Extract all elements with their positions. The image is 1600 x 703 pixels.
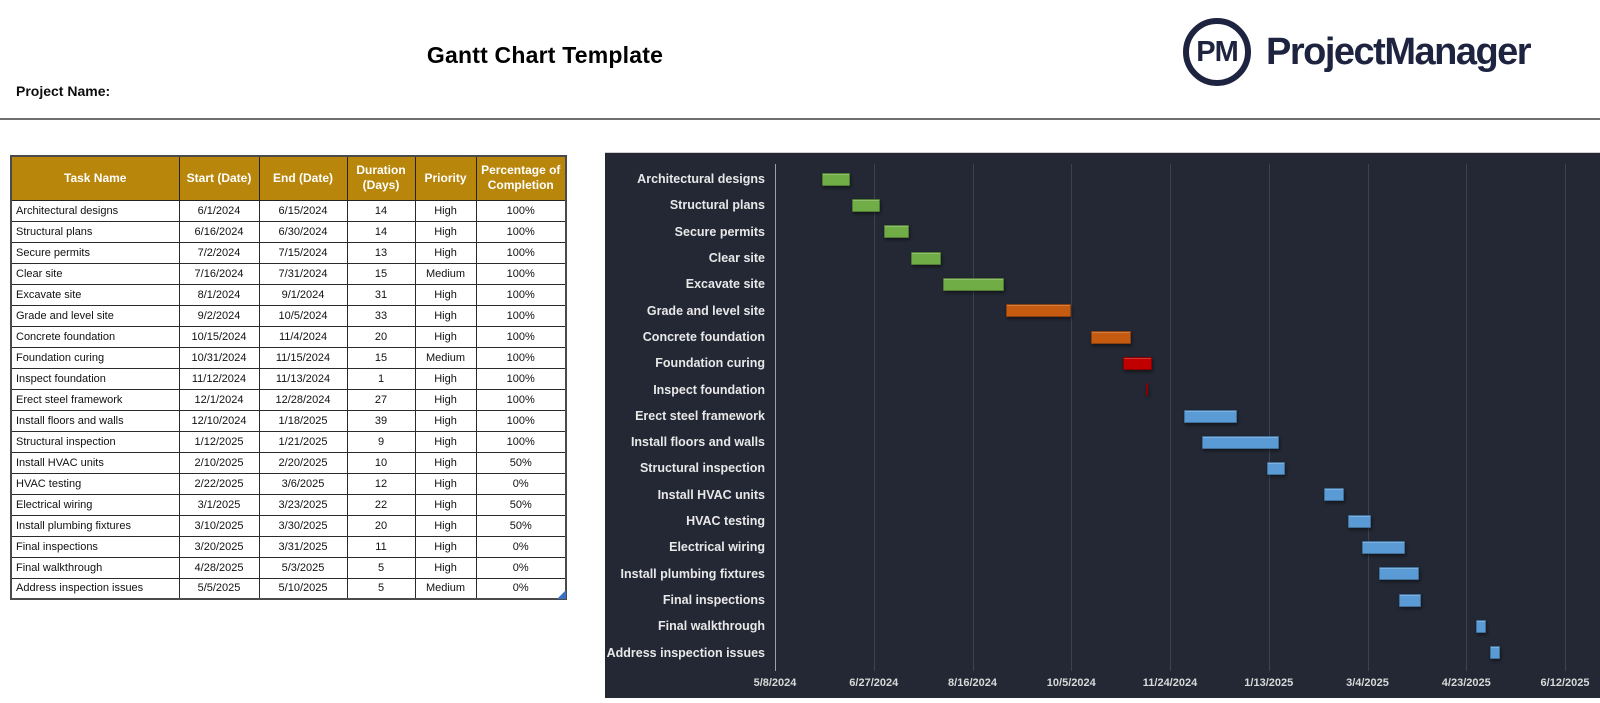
cell-completion[interactable]: 50% bbox=[476, 515, 566, 536]
cell-task[interactable]: Foundation curing bbox=[11, 347, 179, 368]
table-body bbox=[11, 200, 566, 599]
cell-end[interactable]: 11/4/2024 bbox=[259, 326, 347, 347]
cell-task[interactable]: Grade and level site bbox=[11, 305, 179, 326]
column-header-completion[interactable]: Percentage of Completion bbox=[476, 156, 566, 200]
gantt-row-label: Inspect foundation bbox=[653, 382, 765, 397]
cell-priority[interactable]: High bbox=[415, 536, 476, 557]
table-corner-handle[interactable] bbox=[557, 590, 566, 599]
cell-end[interactable]: 11/15/2024 bbox=[259, 347, 347, 368]
table-row bbox=[11, 200, 566, 221]
cell-duration[interactable]: 5 bbox=[347, 557, 415, 578]
date-tick-label: 3/4/2025 bbox=[1346, 677, 1389, 689]
cell-start[interactable]: 12/1/2024 bbox=[179, 389, 259, 410]
header-divider bbox=[0, 118, 1600, 120]
cell-priority[interactable]: High bbox=[415, 368, 476, 389]
gridline bbox=[1170, 164, 1171, 671]
table-row bbox=[11, 557, 566, 578]
cell-task[interactable]: Inspect foundation bbox=[11, 368, 179, 389]
gantt-row-label: HVAC testing bbox=[686, 514, 765, 529]
cell-completion[interactable]: 0% bbox=[476, 473, 566, 494]
table-row bbox=[11, 263, 566, 284]
column-header-priority[interactable]: Priority bbox=[415, 156, 476, 200]
cell-duration[interactable]: 14 bbox=[347, 200, 415, 221]
gridline bbox=[1466, 164, 1467, 671]
cell-start[interactable]: 7/16/2024 bbox=[179, 263, 259, 284]
cell-end[interactable]: 11/13/2024 bbox=[259, 368, 347, 389]
date-tick-label: 5/8/2024 bbox=[753, 677, 797, 689]
gantt-row-label: Install floors and walls bbox=[630, 435, 765, 450]
value-axis-line bbox=[775, 164, 776, 671]
gantt-row-label: Electrical wiring bbox=[669, 540, 765, 555]
gantt-bar bbox=[1476, 620, 1486, 633]
gantt-bar bbox=[1146, 383, 1148, 396]
cell-completion[interactable]: 100% bbox=[476, 326, 566, 347]
cell-completion[interactable]: 100% bbox=[476, 305, 566, 326]
gridline bbox=[1368, 164, 1369, 671]
cell-task[interactable]: Final inspections bbox=[11, 536, 179, 557]
cell-completion[interactable]: 100% bbox=[476, 221, 566, 242]
cell-priority[interactable]: High bbox=[415, 200, 476, 221]
cell-start[interactable]: 8/1/2024 bbox=[179, 284, 259, 305]
cell-completion[interactable]: 100% bbox=[476, 200, 566, 221]
cell-end[interactable]: 6/15/2024 bbox=[259, 200, 347, 221]
cell-duration[interactable]: 20 bbox=[347, 326, 415, 347]
date-tick-label: 11/24/2024 bbox=[1142, 677, 1198, 689]
table-row bbox=[11, 452, 566, 473]
cell-priority[interactable]: High bbox=[415, 473, 476, 494]
cell-duration[interactable]: 1 bbox=[347, 368, 415, 389]
cell-completion[interactable]: 0% bbox=[476, 536, 566, 557]
cell-start[interactable]: 10/15/2024 bbox=[179, 326, 259, 347]
cell-task[interactable]: Clear site bbox=[11, 263, 179, 284]
cell-end[interactable]: 7/15/2024 bbox=[259, 242, 347, 263]
cell-duration[interactable]: 11 bbox=[347, 536, 415, 557]
cell-start[interactable]: 1/12/2025 bbox=[179, 431, 259, 452]
cell-end[interactable]: 1/18/2025 bbox=[259, 410, 347, 431]
cell-priority[interactable]: High bbox=[415, 431, 476, 452]
cell-start[interactable]: 9/2/2024 bbox=[179, 305, 259, 326]
pm-logo-text: ProjectManager bbox=[1266, 30, 1531, 73]
cell-start[interactable]: 2/10/2025 bbox=[179, 452, 259, 473]
task-table-wrap bbox=[10, 155, 567, 600]
cell-task[interactable]: Secure permits bbox=[11, 242, 179, 263]
gantt-row-label: Final inspections bbox=[662, 593, 765, 608]
table-row bbox=[11, 494, 566, 515]
cell-task[interactable]: Address inspection issues bbox=[11, 578, 179, 599]
gantt-row-label: Architectural designs bbox=[637, 172, 765, 186]
task-table bbox=[10, 155, 567, 600]
table-row bbox=[11, 284, 566, 305]
gantt-row-label: Install HVAC units bbox=[657, 487, 765, 502]
cell-duration[interactable]: 15 bbox=[347, 347, 415, 368]
cell-completion[interactable]: 100% bbox=[476, 389, 566, 410]
column-header-end[interactable]: End (Date) bbox=[259, 156, 347, 200]
cell-task[interactable]: Excavate site bbox=[11, 284, 179, 305]
date-tick-label: 10/5/2024 bbox=[1046, 677, 1096, 689]
cell-duration[interactable]: 27 bbox=[347, 389, 415, 410]
gridline bbox=[874, 164, 875, 671]
cell-priority[interactable]: High bbox=[415, 389, 476, 410]
gantt-bar bbox=[911, 252, 941, 265]
cell-priority[interactable]: Medium bbox=[415, 263, 476, 284]
cell-start[interactable]: 11/12/2024 bbox=[179, 368, 259, 389]
cell-completion[interactable]: 50% bbox=[476, 452, 566, 473]
table-row bbox=[11, 242, 566, 263]
gantt-row-label: Concrete foundation bbox=[642, 329, 765, 344]
gantt-bar bbox=[1006, 304, 1071, 317]
cell-completion[interactable]: 100% bbox=[476, 368, 566, 389]
cell-start[interactable]: 6/1/2024 bbox=[179, 200, 259, 221]
cell-completion[interactable]: 100% bbox=[476, 431, 566, 452]
column-header-start[interactable]: Start (Date) bbox=[179, 156, 259, 200]
gantt-row-label: Address inspection issues bbox=[606, 645, 765, 660]
table-row bbox=[11, 578, 566, 599]
gantt-row-label: Grade and level site bbox=[646, 303, 765, 318]
cell-duration[interactable]: 22 bbox=[347, 494, 415, 515]
gantt-row-label: Excavate site bbox=[685, 277, 765, 292]
cell-task[interactable]: Architectural designs bbox=[11, 200, 179, 221]
cell-priority[interactable]: High bbox=[415, 452, 476, 473]
gantt-bar bbox=[1091, 331, 1131, 344]
gantt-row-label: Final walkthrough bbox=[658, 619, 765, 634]
gantt-row-label: Structural plans bbox=[669, 198, 765, 213]
gantt-bar bbox=[1490, 646, 1500, 659]
cell-end[interactable]: 2/20/2025 bbox=[259, 452, 347, 473]
gantt-row-label: Clear site bbox=[708, 250, 765, 265]
cell-task[interactable]: Final walkthrough bbox=[11, 557, 179, 578]
cell-priority[interactable]: Medium bbox=[415, 347, 476, 368]
cell-priority[interactable]: High bbox=[415, 515, 476, 536]
table-row bbox=[11, 221, 566, 242]
pm-logo-monogram: PM bbox=[1196, 35, 1238, 68]
gantt-row-label: Erect steel framework bbox=[635, 408, 765, 423]
gantt-bar bbox=[943, 278, 1004, 291]
cell-priority[interactable]: High bbox=[415, 326, 476, 347]
pm-logo-icon bbox=[1183, 18, 1251, 86]
cell-end[interactable]: 3/30/2025 bbox=[259, 515, 347, 536]
cell-end[interactable]: 1/21/2025 bbox=[259, 431, 347, 452]
cell-task[interactable]: Erect steel framework bbox=[11, 389, 179, 410]
gantt-row-label: Foundation curing bbox=[655, 356, 765, 371]
cell-duration[interactable]: 14 bbox=[347, 221, 415, 242]
gantt-bar bbox=[822, 173, 850, 186]
table-row bbox=[11, 473, 566, 494]
cell-end[interactable]: 3/6/2025 bbox=[259, 473, 347, 494]
page-title: Gantt Chart Template bbox=[426, 42, 664, 68]
cell-task[interactable]: Electrical wiring bbox=[11, 494, 179, 515]
cell-priority[interactable]: High bbox=[415, 494, 476, 515]
cell-end[interactable]: 6/30/2024 bbox=[259, 221, 347, 242]
cell-duration[interactable]: 39 bbox=[347, 410, 415, 431]
cell-end[interactable]: 12/28/2024 bbox=[259, 389, 347, 410]
gridline bbox=[973, 164, 974, 671]
cell-task[interactable]: Structural inspection bbox=[11, 431, 179, 452]
cell-start[interactable]: 10/31/2024 bbox=[179, 347, 259, 368]
table-row bbox=[11, 389, 566, 410]
column-header-duration[interactable]: Duration (Days) bbox=[347, 156, 415, 200]
cell-priority[interactable]: Medium bbox=[415, 578, 476, 599]
gantt-bar bbox=[1123, 357, 1153, 370]
cell-duration[interactable]: 12 bbox=[347, 473, 415, 494]
cell-task[interactable]: Structural plans bbox=[11, 221, 179, 242]
cell-duration[interactable]: 5 bbox=[347, 578, 415, 599]
cell-completion[interactable]: 100% bbox=[476, 347, 566, 368]
gantt-row-label: Structural inspection bbox=[639, 461, 765, 476]
cell-duration[interactable]: 33 bbox=[347, 305, 415, 326]
cell-completion[interactable]: 100% bbox=[476, 410, 566, 431]
date-tick-label: 1/13/2025 bbox=[1244, 677, 1294, 689]
cell-completion[interactable]: 100% bbox=[476, 242, 566, 263]
gridline bbox=[1071, 164, 1072, 671]
date-tick-label: 8/16/2024 bbox=[948, 677, 997, 689]
cell-completion[interactable]: 100% bbox=[476, 263, 566, 284]
table-header-row bbox=[11, 156, 566, 200]
cell-end[interactable]: 3/31/2025 bbox=[259, 536, 347, 557]
cell-task[interactable]: Install plumbing fixtures bbox=[11, 515, 179, 536]
cell-priority[interactable]: High bbox=[415, 410, 476, 431]
cell-start[interactable]: 7/2/2024 bbox=[179, 242, 259, 263]
column-header-task[interactable]: Task Name bbox=[11, 156, 179, 200]
gantt-bar bbox=[1267, 462, 1285, 475]
cell-priority[interactable]: High bbox=[415, 557, 476, 578]
gantt-bar bbox=[1399, 594, 1421, 607]
project-name-label: Project Name: bbox=[16, 83, 111, 99]
table-row bbox=[11, 368, 566, 389]
cell-completion[interactable]: 100% bbox=[476, 284, 566, 305]
gantt-bar bbox=[1379, 567, 1419, 580]
cell-start[interactable]: 4/28/2025 bbox=[179, 557, 259, 578]
cell-task[interactable]: Install HVAC units bbox=[11, 452, 179, 473]
gantt-row-label: Install plumbing fixtures bbox=[620, 566, 765, 581]
cell-duration[interactable]: 31 bbox=[347, 284, 415, 305]
gantt-bar bbox=[1184, 410, 1237, 423]
cell-duration[interactable]: 15 bbox=[347, 263, 415, 284]
cell-task[interactable]: Install floors and walls bbox=[11, 410, 179, 431]
cell-completion[interactable]: 0% bbox=[476, 557, 566, 578]
pm-logo bbox=[1183, 18, 1530, 86]
cell-duration[interactable]: 10 bbox=[347, 452, 415, 473]
gantt-bar bbox=[1362, 541, 1405, 554]
date-tick-label: 4/23/2025 bbox=[1441, 677, 1491, 689]
gantt-chart bbox=[605, 152, 1600, 698]
cell-completion[interactable]: 0% bbox=[476, 578, 566, 599]
cell-task[interactable]: HVAC testing bbox=[11, 473, 179, 494]
gantt-bar bbox=[852, 199, 880, 212]
cell-end[interactable]: 7/31/2024 bbox=[259, 263, 347, 284]
gridline bbox=[1565, 164, 1566, 671]
cell-priority[interactable]: High bbox=[415, 221, 476, 242]
cell-end[interactable]: 5/10/2025 bbox=[259, 578, 347, 599]
cell-priority[interactable]: High bbox=[415, 242, 476, 263]
gantt-bar bbox=[884, 225, 910, 238]
cell-start[interactable]: 3/20/2025 bbox=[179, 536, 259, 557]
cell-end[interactable]: 9/1/2024 bbox=[259, 284, 347, 305]
date-tick-label: 6/27/2024 bbox=[849, 677, 899, 689]
cell-start[interactable]: 12/10/2024 bbox=[179, 410, 259, 431]
cell-priority[interactable]: High bbox=[415, 284, 476, 305]
table-row bbox=[11, 431, 566, 452]
cell-task[interactable]: Concrete foundation bbox=[11, 326, 179, 347]
date-tick-label: 6/12/2025 bbox=[1540, 677, 1590, 689]
gantt-bar bbox=[1324, 488, 1344, 501]
cell-priority[interactable]: High bbox=[415, 305, 476, 326]
cell-end[interactable]: 3/23/2025 bbox=[259, 494, 347, 515]
gantt-bar bbox=[1348, 515, 1372, 528]
table-row bbox=[11, 410, 566, 431]
table-row bbox=[11, 305, 566, 326]
cell-duration[interactable]: 20 bbox=[347, 515, 415, 536]
cell-duration[interactable]: 9 bbox=[347, 431, 415, 452]
table-row bbox=[11, 347, 566, 368]
gantt-row-label: Secure permits bbox=[674, 224, 765, 239]
cell-completion[interactable]: 50% bbox=[476, 494, 566, 515]
cell-end[interactable]: 10/5/2024 bbox=[259, 305, 347, 326]
table-row bbox=[11, 536, 566, 557]
cell-start[interactable]: 3/10/2025 bbox=[179, 515, 259, 536]
cell-start[interactable]: 5/5/2025 bbox=[179, 578, 259, 599]
gantt-bar bbox=[1202, 436, 1279, 449]
cell-start[interactable]: 2/22/2025 bbox=[179, 473, 259, 494]
table-row bbox=[11, 326, 566, 347]
cell-duration[interactable]: 13 bbox=[347, 242, 415, 263]
cell-start[interactable]: 6/16/2024 bbox=[179, 221, 259, 242]
cell-start[interactable]: 3/1/2025 bbox=[179, 494, 259, 515]
table-row bbox=[11, 515, 566, 536]
gridline bbox=[1269, 164, 1270, 671]
cell-end[interactable]: 5/3/2025 bbox=[259, 557, 347, 578]
